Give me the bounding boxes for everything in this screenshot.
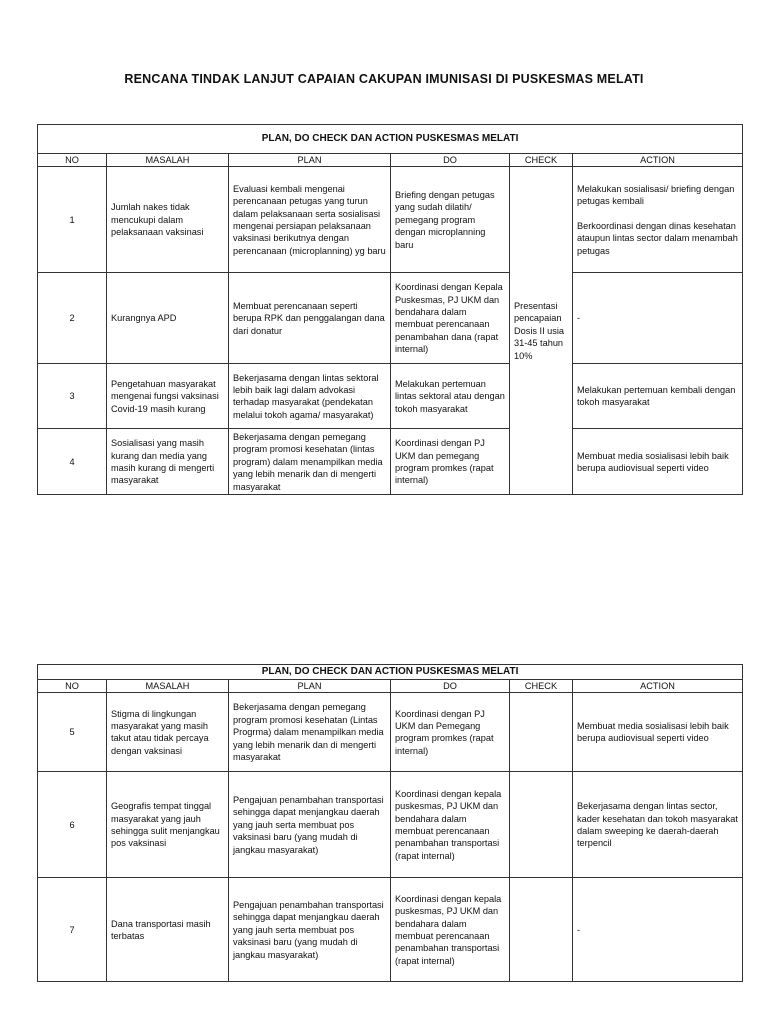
row-masalah: Jumlah nakes tidak mencukupi dalam pelaksanaan vaksinasi [107,167,229,273]
row-action: - [573,878,743,982]
document-title: RENCANA TINDAK LANJUT CAPAIAN CAKUPAN IMUNISASI DI PUSKESMAS MELATI [124,72,644,86]
table-caption: PLAN, DO CHECK DAN ACTION PUSKESMAS MELATI [38,665,743,680]
row-action: Melakukan sosialisasi/ briefing dengan petugas kembali Berkoordinasi dengan dinas kesehatan ataupun lintas sector dalam menambah petugas [573,167,743,273]
row-masalah: Dana transportasi masih terbatas [107,878,229,982]
row-no: 1 [38,167,107,273]
row-do: Koordinasi dengan Kepala Puskesmas, PJ UKM dan bendahara dalam membuat perencanaan penambahan dana (rapat internal) [391,273,510,364]
row-do: Koordinasi dengan PJ UKM dan pemegang program promkes (rapat internal) [391,429,510,495]
row-plan: Membuat perencanaan seperti berupa RPK dan penggalangan dana dari donatur [229,273,391,364]
table-row [38,167,743,273]
row-masalah: Stigma di lingkungan masyarakat yang masih takut atau tidak percaya dengan vaksinasi [107,693,229,772]
table-row [38,364,743,429]
row-no: 7 [38,878,107,982]
row-plan: Evaluasi kembali mengenai perencanaan petugas yang turun dalam pelaksanaan serta sosialisasi mengenai persiapan pelaksanaan vaksinasi berikutnya dengan perencanaan (microplanning) yg baru [229,167,391,273]
header-no: NO [38,154,107,167]
row-no: 5 [38,693,107,772]
table-row [38,878,743,982]
row-masalah: Pengetahuan masyarakat mengenai fungsi vaksinasi Covid-19 masih kurang [107,364,229,429]
row-do: Melakukan pertemuan lintas sektoral atau dengan tokoh masyarakat [391,364,510,429]
header-check: CHECK [510,154,573,167]
row-plan: Pengajuan penambahan transportasi sehingga dapat menjangkau daerah yang jauh serta membuat pos vaksinasi baru (yang mudah di jangkau masyarakat) [229,878,391,982]
header-plan: PLAN [229,680,391,693]
row-masalah: Geografis tempat tinggal masyarakat yang jauh sehingga sulit menjangkau pos vaksinasi [107,772,229,878]
header-action: ACTION [573,154,743,167]
header-plan: PLAN [229,154,391,167]
pdca-table-1 [37,124,743,495]
row-plan: Bekerjasama dengan pemegang program promosi kesehatan (Lintas Progrma) dalam menampilkan media yang lebih menarik dan di mengerti masyarakat [229,693,391,772]
table-row [38,429,743,495]
row-plan: Bekerjasama dengan lintas sektoral lebih baik lagi dalam advokasi terhadap masyarakat (pendekatan melalui tokoh agama/ masyarakat) [229,364,391,429]
pdca-table-2 [37,664,743,982]
row-do: Briefing dengan petugas yang sudah dilatih/ pemegang program dengan microplanning baru [391,167,510,273]
row-action: Membuat media sosialisasi lebih baik berupa audiovisual seperti video [573,693,743,772]
row-no: 4 [38,429,107,495]
row-action: Melakukan pertemuan kembali dengan tokoh masyarakat [573,364,743,429]
row-no: 6 [38,772,107,878]
row-check [510,772,573,878]
row-plan: Pengajuan penambahan transportasi sehingga dapat menjangkau daerah yang jauh serta membuat pos vaksinasi baru (yang mudah di jangkau masyarakat) [229,772,391,878]
row-action: Bekerjasama dengan lintas sector, kader kesehatan dan tokoh masyarakat dalam sweeping ke daerah-daerah terpencil [573,772,743,878]
table-row [38,693,743,772]
table-row [38,772,743,878]
row-no: 2 [38,273,107,364]
row-plan: Bekerjasama dengan pemegang program promosi kesehatan (lintas program) dalam menampilkan media yang lebih menarik dan di mengerti masyarakat [229,429,391,495]
table-row [38,273,743,364]
row-check-merged: Presentasi pencapaian Dosis II usia 31-45 tahun 10% [510,167,573,495]
row-do: Koordinasi dengan PJ UKM dan Pemegang program promkes (rapat internal) [391,693,510,772]
header-do: DO [391,680,510,693]
header-masalah: MASALAH [107,154,229,167]
row-do: Koordinasi dengan kepala puskesmas, PJ UKM dan bendahara dalam membuat perencanaan penambahan transportasi (rapat internal) [391,772,510,878]
row-action: Membuat media sosialisasi lebih baik berupa audiovisual seperti video [573,429,743,495]
header-check: CHECK [510,680,573,693]
header-no: NO [38,680,107,693]
row-check [510,878,573,982]
header-action: ACTION [573,680,743,693]
row-masalah: Sosialisasi yang masih kurang dan media yang masih kurang di mengerti masyarakat [107,429,229,495]
row-no: 3 [38,364,107,429]
row-action: - [573,273,743,364]
table-caption: PLAN, DO CHECK DAN ACTION PUSKESMAS MELATI [38,125,743,154]
row-do: Koordinasi dengan kepala puskesmas, PJ UKM dan bendahara dalam membuat perencanaan penambahan transportasi (rapat internal) [391,878,510,982]
header-do: DO [391,154,510,167]
row-masalah: Kurangnya APD [107,273,229,364]
header-masalah: MASALAH [107,680,229,693]
row-check [510,693,573,772]
